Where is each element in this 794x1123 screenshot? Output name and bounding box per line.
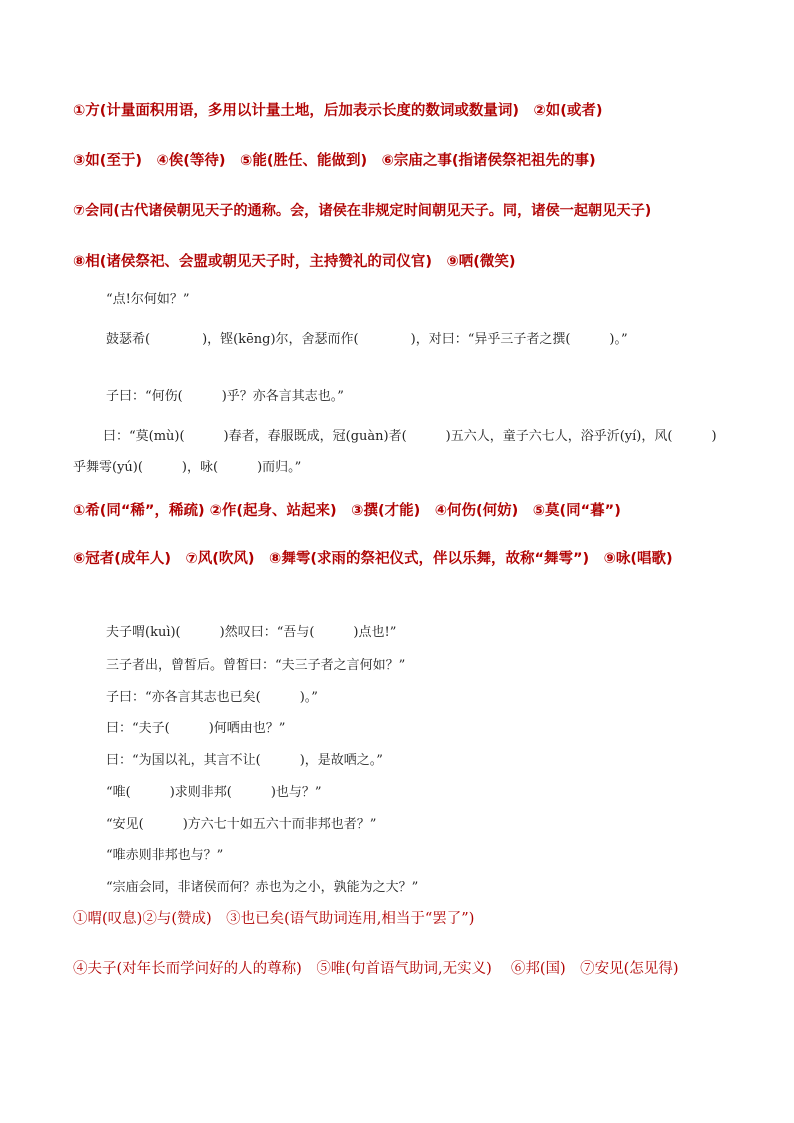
annotation-line-7: ①喟(叹息)②与(赞成) ③也已矣(语气助词连用,相当于“罢了”) bbox=[73, 911, 475, 927]
annotation-line-6: ⑥冠者(成年人) ⑦风(吹风) ⑧舞雩(求雨的祭祀仪式，伴以乐舞，故称“舞雩”) ⑨咏(唱歌) bbox=[73, 551, 673, 567]
passage2-line-5: 曰：“为国以礼，其言不让( )，是故哂之。” bbox=[106, 753, 383, 768]
passage1-line-1: “点!尔何如？” bbox=[106, 292, 190, 307]
annotation-line-2: ③如(至于) ④俟(等待) ⑤能(胜任、能做到) ⑥宗庙之事(指诸侯祭祀祖先的事) bbox=[73, 153, 596, 169]
passage2-line-4: 曰：“夫子( )何哂由也？” bbox=[106, 721, 286, 736]
passage2-line-1: 夫子喟(kuì)( )然叹曰：“吾与( )点也!” bbox=[106, 625, 397, 640]
annotation-line-3: ⑦会同(古代诸侯朝见天子的通称。会，诸侯在非规定时间朝见天子。同，诸侯一起朝见天子) bbox=[73, 203, 652, 219]
passage2-line-7: “安见( )方六七十如五六十而非邦也者？” bbox=[106, 817, 377, 832]
passage1-line-2: 鼓瑟希( )，铿(kēng)尔，舍瑟而作( )，对曰：“异乎三子者之撰( )。” bbox=[106, 332, 628, 347]
annotation-line-8: ④夫子(对年长而学问好的人的尊称) ⑤唯(句首语气助词,无实义) ⑥邦(国) ⑦安见(怎见得) bbox=[73, 961, 679, 977]
passage1-line-3: 子曰：“何伤( )乎？亦各言其志也。” bbox=[106, 389, 344, 404]
passage2-line-2: 三子者出，曾皙后。曾皙曰：“夫三子者之言何如？” bbox=[106, 658, 406, 673]
passage2-line-9: “宗庙会同，非诸侯而何？赤也为之小，孰能为之大？” bbox=[106, 880, 419, 895]
annotation-line-5: ①希(同“稀”，稀疏) ②作(起身、站起来) ③撰(才能) ④何伤(何妨) ⑤莫(同“暮”) bbox=[73, 503, 621, 519]
passage1-line-4: 曰：“莫(mù)( )春者，春服既成，冠(guàn)者( )五六人，童子六七人，浴乎沂(yí)，风( )乎舞雩(yú)( )，咏( )而归。” bbox=[73, 429, 717, 475]
passage2-line-3: 子曰：“亦各言其志也已矣( )。” bbox=[106, 690, 318, 705]
passage2-line-8: “唯赤则非邦也与？” bbox=[106, 848, 224, 863]
annotation-line-4: ⑧相(诸侯祭祀、会盟或朝见天子时，主持赞礼的司仪官) ⑨哂(微笑) bbox=[73, 254, 516, 270]
passage2-line-6: “唯( )求则非邦( )也与？” bbox=[106, 785, 322, 800]
annotation-line-1: ①方(计量面积用语，多用以计量土地，后加表示长度的数词或数量词) ②如(或者) bbox=[73, 103, 603, 119]
